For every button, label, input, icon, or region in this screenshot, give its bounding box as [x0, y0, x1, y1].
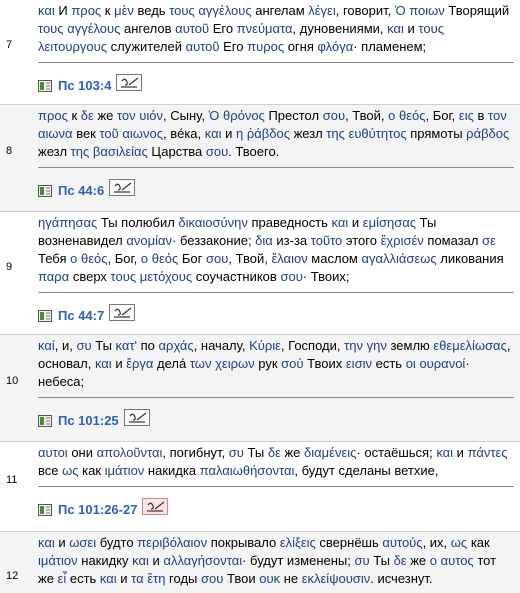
- greek-word-link[interactable]: δικαιοσύνην: [178, 215, 248, 230]
- greek-word-link[interactable]: ο: [70, 251, 78, 266]
- note-edit-button[interactable]: [124, 409, 150, 426]
- greek-word-link[interactable]: απολοῦνται: [96, 445, 163, 460]
- greek-word-link[interactable]: σου: [322, 108, 346, 123]
- greek-word-link[interactable]: ο: [388, 108, 396, 123]
- psalm-reference-link[interactable]: Пс 103:4: [58, 77, 112, 93]
- greek-word-link[interactable]: Κύριε: [249, 338, 281, 353]
- greek-word-link[interactable]: δε: [393, 553, 407, 568]
- greek-word-link[interactable]: ως: [450, 535, 468, 550]
- verse-number: 7: [6, 39, 13, 51]
- greek-word-link[interactable]: πυρος: [247, 39, 285, 54]
- greek-word-link[interactable]: τους: [38, 21, 64, 36]
- verse-text: και И προς к μὲν ведь τους αγγέλους ангелам λέγει, говорит, Ὁ ποιων Творящий τους αγγέλους ангелов αυτοῦ Его πνεύματα, дуновениями, και и τους λειτουργους служителей αυτοῦ Его πυρος огня φλόγα· пламенем;: [38, 3, 510, 54]
- greek-word-link[interactable]: πάντες: [467, 445, 508, 460]
- greek-word-link[interactable]: ανομίαν: [126, 233, 173, 248]
- greek-word-link[interactable]: γην: [366, 338, 387, 353]
- greek-word-link[interactable]: ιμάτιον: [104, 463, 145, 478]
- greek-word-link[interactable]: λειτουργους: [38, 39, 107, 54]
- greek-word-link[interactable]: συ: [354, 553, 370, 568]
- book-icon[interactable]: [38, 79, 52, 91]
- psalm-reference-link[interactable]: Пс 44:6: [58, 182, 105, 198]
- greek-word-link[interactable]: σου: [205, 144, 229, 159]
- greek-word-link[interactable]: σού: [281, 356, 304, 371]
- greek-word-link[interactable]: περιβόλαιον: [137, 535, 208, 550]
- greek-word-link[interactable]: και: [387, 21, 404, 36]
- verse-number: 11: [6, 474, 18, 486]
- greek-word-link[interactable]: αυτοῦ: [175, 21, 210, 36]
- greek-word-link[interactable]: αγγέλους: [198, 3, 252, 18]
- greek-word-link[interactable]: σε: [482, 233, 496, 248]
- book-icon[interactable]: [38, 309, 52, 321]
- verse-row: [0, 212, 520, 335]
- greek-word-link[interactable]: των: [189, 356, 212, 371]
- psalm-reference-link[interactable]: Пс 101:25: [58, 412, 119, 428]
- greek-word-link[interactable]: αιωνος: [122, 126, 163, 141]
- greek-word-link[interactable]: και: [38, 3, 55, 18]
- greek-word-link[interactable]: ἔχρισέν: [380, 233, 424, 248]
- greek-word-link[interactable]: συ: [76, 338, 92, 353]
- greek-word-link[interactable]: ουρανοί: [419, 356, 466, 371]
- verse-text: αυτοι они απολοῦνται, погибнут, συ Ты δε же διαμένεις· остаёшься; και и πάντες все ως как ιμάτιον накидка παλαιωθήσονται, будут сделаны ветхие,: [38, 445, 508, 478]
- greek-word-link[interactable]: θεός: [399, 108, 426, 123]
- greek-word-link[interactable]: μὲν: [114, 3, 134, 18]
- book-icon[interactable]: [38, 414, 52, 426]
- greek-word-link[interactable]: αιωνα: [38, 126, 73, 141]
- verse-row: [0, 532, 520, 593]
- note-edit-button[interactable]: [109, 304, 135, 321]
- cross-reference-line: [38, 62, 514, 95]
- book-icon[interactable]: [38, 184, 52, 196]
- greek-word-link[interactable]: αγγέλους: [67, 21, 121, 36]
- greek-word-link[interactable]: τα: [131, 571, 144, 586]
- greek-word-link[interactable]: αγαλλιάσεως: [361, 251, 437, 266]
- greek-word-link[interactable]: φλόγα: [317, 39, 354, 54]
- note-edit-button[interactable]: [109, 179, 135, 196]
- greek-word-link[interactable]: εθεμελίωσας: [433, 338, 507, 353]
- greek-word-link[interactable]: δε: [80, 108, 94, 123]
- greek-word-link[interactable]: της: [70, 144, 90, 159]
- note-edit-button-active[interactable]: [142, 498, 168, 515]
- cross-reference-line: [38, 486, 514, 519]
- greek-word-link[interactable]: ιμάτιον: [38, 553, 78, 568]
- greek-word-link[interactable]: αυτος: [440, 553, 474, 568]
- verse-text: ηγάπησας Ты полюбил δικαιοσύνην праведность και и εμίσησας Ты возненавидел ανομίαν· беззаконие; δια из-за τοῦτο этого ἔχρισέν помазал σε Тебя ο θεός, Бог, ο θεός Бог σου, Твой, ἔλαιον маслом αγαλλιάσεως ликования παρα сверх τους μετόχους соучастников σου· Твоих;: [38, 215, 504, 284]
- greek-word-link[interactable]: ράβδος: [466, 126, 510, 141]
- greek-word-link[interactable]: αυτούς: [382, 535, 423, 550]
- greek-word-link[interactable]: και: [38, 535, 55, 550]
- verse-text: και и ωσει будто περιβόλαιον покрывало ελίξεις свернёшь αυτούς, их, ως как ιμάτιον накидку και и αλλαγήσονται· будут изменены; συ Ты δε же ο αυτος тот же εἶ есть και и τα ἔτη годы σου Твои ουκ не εκλείψουσιν. исчезнут.: [38, 535, 497, 586]
- greek-word-link[interactable]: καί: [38, 338, 55, 353]
- greek-word-link[interactable]: και: [94, 356, 112, 371]
- verse-number: 9: [6, 261, 13, 273]
- greek-word-link[interactable]: και: [132, 553, 149, 568]
- verse-row: [0, 335, 520, 442]
- greek-word-link[interactable]: τοῦ: [99, 126, 119, 141]
- greek-word-link[interactable]: εισιν: [345, 356, 372, 371]
- greek-word-link[interactable]: θρόνος: [222, 108, 265, 123]
- greek-word-link[interactable]: ουκ: [259, 571, 281, 586]
- greek-word-link[interactable]: ως: [62, 463, 79, 478]
- greek-word-link[interactable]: και: [436, 445, 454, 460]
- greek-word-link[interactable]: εμίσησας: [362, 215, 417, 230]
- greek-word-link[interactable]: τοῦτο: [310, 233, 343, 248]
- greek-word-link[interactable]: βασιλείας: [92, 144, 148, 159]
- greek-word-link[interactable]: ῥάβδος: [246, 126, 290, 141]
- greek-word-link[interactable]: Ὁ: [394, 3, 406, 18]
- greek-word-link[interactable]: ἔλαιον: [271, 251, 308, 266]
- greek-word-link[interactable]: ωσει: [69, 535, 97, 550]
- greek-word-link[interactable]: δε: [267, 445, 281, 460]
- greek-word-link[interactable]: αυτοι: [38, 445, 68, 460]
- greek-word-link[interactable]: εις: [458, 108, 474, 123]
- greek-word-link[interactable]: θεός: [80, 251, 108, 266]
- greek-word-link[interactable]: σου: [280, 269, 303, 284]
- greek-word-link[interactable]: ο: [429, 553, 437, 568]
- verse-number: 8: [6, 145, 13, 157]
- greek-word-link[interactable]: αρχάς: [158, 338, 194, 353]
- greek-word-link[interactable]: προς: [71, 3, 102, 18]
- greek-word-link[interactable]: και: [99, 571, 117, 586]
- greek-word-link[interactable]: θεός: [151, 251, 179, 266]
- greek-word-link[interactable]: παλαιωθήσονται: [199, 463, 295, 478]
- greek-word-link[interactable]: κατ': [115, 338, 138, 353]
- psalm-reference-link[interactable]: Пс 44:7: [58, 307, 105, 323]
- greek-word-link[interactable]: την: [344, 338, 363, 353]
- greek-word-link[interactable]: εκλείψουσιν: [301, 571, 371, 586]
- verse-text: καί, и, συ Ты κατ' по αρχάς, началу, Κύριε, Господи, την γην землю εθεμελίωσας, основал, και и ἔργα делá των χειρων рук σού Твоих εισιν есть οι ουρανοί· небеса;: [38, 338, 511, 389]
- psalm-reference-link[interactable]: Пс 101:26-27: [58, 501, 138, 517]
- greek-word-link[interactable]: τους: [110, 269, 137, 284]
- verse-text: προς к δε же τον υιόν, Сыну, Ὁ θρόνος Престол σου, Твой, ο θεός, Бог, εις в τον αιωνα век τοῦ αιωνος, вéка, και и η ῥάβδος жезл της ευθύτητος прямоты ράβδος жезл της βασιλείας Царства σου. Твоего.: [38, 108, 510, 159]
- book-icon[interactable]: [38, 503, 52, 515]
- cross-reference-line: [38, 167, 514, 200]
- greek-word-link[interactable]: ευθύτητος: [348, 126, 407, 141]
- greek-word-link[interactable]: της: [326, 126, 345, 141]
- greek-word-link[interactable]: χειρων: [215, 356, 255, 371]
- greek-word-link[interactable]: αυτοῦ: [185, 39, 220, 54]
- greek-word-link[interactable]: πνεύματα: [236, 21, 293, 36]
- greek-word-link[interactable]: ο: [140, 251, 149, 266]
- greek-word-link[interactable]: ελίξεις: [279, 535, 316, 550]
- greek-word-link[interactable]: υιόν: [139, 108, 164, 123]
- greek-word-link[interactable]: αλλαγήσονται: [163, 553, 243, 568]
- greek-word-link[interactable]: ηγάπησας: [38, 215, 98, 230]
- greek-word-link[interactable]: συ: [228, 445, 244, 460]
- cross-reference-line: [38, 292, 514, 325]
- greek-word-link[interactable]: και: [331, 215, 349, 230]
- verse-number: 10: [6, 375, 19, 387]
- cross-reference-line: [38, 397, 514, 430]
- verse-row: [0, 442, 520, 532]
- verse-row: [0, 105, 520, 212]
- greek-word-link[interactable]: τους: [169, 3, 195, 18]
- greek-word-link[interactable]: ἔργα: [126, 356, 154, 371]
- verse-row: [0, 0, 520, 105]
- greek-word-link[interactable]: ποιων: [409, 3, 445, 18]
- greek-word-link[interactable]: και: [204, 126, 222, 141]
- greek-word-link[interactable]: σου: [201, 571, 224, 586]
- greek-word-link[interactable]: οι: [405, 356, 416, 371]
- greek-word-link[interactable]: τον: [116, 108, 136, 123]
- verse-number: 12: [6, 570, 19, 582]
- pen-icon: [125, 410, 149, 425]
- greek-word-link[interactable]: τον: [488, 108, 507, 123]
- greek-word-link[interactable]: λέγει: [308, 3, 336, 18]
- greek-word-link[interactable]: παρα: [38, 269, 70, 284]
- greek-word-link[interactable]: εἶ: [57, 571, 67, 586]
- note-edit-button[interactable]: [116, 74, 142, 91]
- greek-word-link[interactable]: ἔτη: [147, 571, 166, 586]
- greek-word-link[interactable]: προς: [38, 108, 68, 123]
- pen-icon: [117, 75, 141, 90]
- greek-word-link[interactable]: σου: [206, 251, 229, 266]
- greek-word-link[interactable]: η: [236, 126, 244, 141]
- pen-icon: [143, 499, 167, 514]
- greek-word-link[interactable]: Ὁ: [208, 108, 220, 123]
- pen-icon: [110, 305, 134, 320]
- greek-word-link[interactable]: δια: [255, 233, 273, 248]
- pen-icon: [110, 180, 134, 195]
- greek-word-link[interactable]: τους: [418, 21, 444, 36]
- greek-word-link[interactable]: μετόχους: [139, 269, 193, 284]
- greek-word-link[interactable]: διαμένεις: [304, 445, 357, 460]
